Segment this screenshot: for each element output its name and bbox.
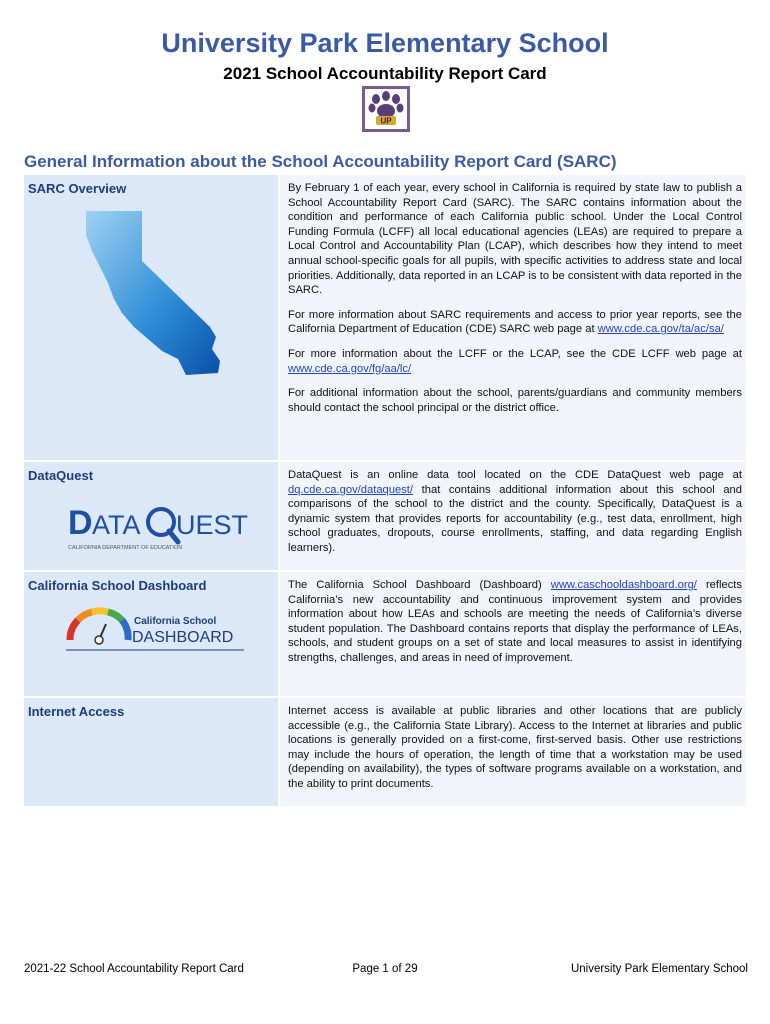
paw-print-icon: [365, 89, 407, 129]
section-heading: General Information about the School Accountability Report Card (SARC): [24, 152, 617, 171]
text-cell: [280, 462, 746, 570]
overview-paragraph: By February 1 of each year, every school in California is required by state law to publish a School Accountability Report Card (SARC). The SARC contains information about the condition and performance of each California public school. Under the Local Control Funding Formula (LCFF) all local educational agencies (LEAs) are required to prepare a Local Control and Accountability Plan (LCAP), which describes how they intend to meet annual school-specific goals for all pupils, with specific activities to address state and local priorities. Additionally, data reported in an LCAP is to be consistent with data reported in the SARC.: [288, 182, 742, 297]
row-label-dashboard: California School Dashboard: [28, 578, 207, 593]
overview-sarc-paragraph: For more information about SARC requirements and access to prior year reports, see the California Department of Education (CDE) SARC web page at www.cde.ca.gov/ta/ac/sa/: [288, 308, 742, 336]
internet-paragraph: Internet access is available at public libraries and other locations that are publicly accessible (e.g., the California State Library). Access to the Internet at libraries and public locations is generally provided on a first-come, first-served basis. Other use restrictions may include the hours of operation, the length of time that a workstation may be used (depending on availability), the types of software programs available on a workstation, and the ability to print documents.: [288, 705, 742, 790]
logo-initials: UP: [380, 116, 392, 126]
row-label-sarc-overview: SARC Overview: [28, 181, 127, 196]
label-cell: [24, 175, 280, 460]
dataquest-web-link[interactable]: dq.cde.ca.gov/dataquest/: [288, 483, 414, 496]
dashboard-paragraph: The California School Dashboard (Dashboard) www.caschooldashboard.org/ reflects California’s new accountability and continuous improvement system and provides information about how LEAs and schools are meeting the needs of California’s diverse student population. The Dashboard contains reports that display the performance of LEAs, schools, and student groups on a set of state and local measures to assist in identifying strengths, challenges, and areas in need of improvement.: [288, 579, 743, 664]
svg-text:ATA: ATA: [92, 510, 141, 540]
text-cell: [280, 698, 746, 806]
svg-text:UEST: UEST: [176, 510, 249, 540]
dataquest-paragraph: DataQuest is an online data tool located on the CDE DataQuest web page at dq.cde.ca.gov/dataquest/ that contains additional information about this school and comparisons of the school to the district and the county. Specifically, DataQuest is a dynamic system that provides reports for accountability (e.g., test data, enrollment, high school graduates, dropouts, course enrollments, staffing, and data regarding English learners).: [288, 469, 742, 554]
svg-text:D: D: [68, 504, 93, 542]
svg-text:CALIFORNIA DEPARTMENT OF EDUCA: CALIFORNIA DEPARTMENT OF EDUCATION: [68, 545, 183, 551]
text-cell: [280, 175, 746, 460]
dataquest-logo-graphic: [68, 502, 249, 554]
table-row-dashboard: [24, 572, 746, 698]
footer-school-name: University Park Elementary School: [570, 963, 748, 975]
table-row-dataquest: [24, 462, 746, 572]
row-label-dataquest: DataQuest: [28, 468, 94, 483]
footer-page-number: Page 1 of 29: [352, 963, 418, 975]
overview-lcff-paragraph: For more information about the LCFF or the LCAP, see the CDE LCFF web page at www.cde.ca.gov/fg/aa/lc/: [288, 347, 742, 375]
dashboard-gauge-icon: [66, 606, 246, 656]
text-cell: [280, 572, 746, 696]
table-row-sarc-overview: [24, 175, 746, 462]
svg-text:DASHBOARD: DASHBOARD: [132, 629, 234, 646]
dataquest-logo: [68, 502, 249, 554]
label-cell: [24, 698, 280, 806]
california-map-icon: [82, 209, 232, 377]
row-label-internet-access: Internet Access: [28, 704, 125, 719]
label-cell: [24, 572, 280, 696]
sarc-web-link[interactable]: www.cde.ca.gov/ta/ac/sa/: [597, 323, 724, 336]
dashboard-logo: [66, 606, 246, 656]
label-cell: [24, 462, 280, 570]
dashboard-web-link[interactable]: www.caschooldashboard.org/: [550, 579, 697, 591]
report-subtitle: 2021 School Accountability Report Card: [223, 64, 547, 83]
table-row-internet-access: [24, 698, 746, 808]
svg-text:California School: California School: [134, 616, 217, 627]
overview-contact-paragraph: For additional information about the school, parents/guardians and community members should contact the school principal or the district office.: [288, 387, 742, 414]
footer-report-name: 2021-22 School Accountability Report Card: [24, 963, 244, 975]
school-title: University Park Elementary School: [161, 28, 609, 58]
lcff-web-link[interactable]: www.cde.ca.gov/fg/aa/lc/: [288, 362, 412, 375]
sarc-info-table: [24, 175, 746, 808]
school-logo: [362, 86, 410, 132]
